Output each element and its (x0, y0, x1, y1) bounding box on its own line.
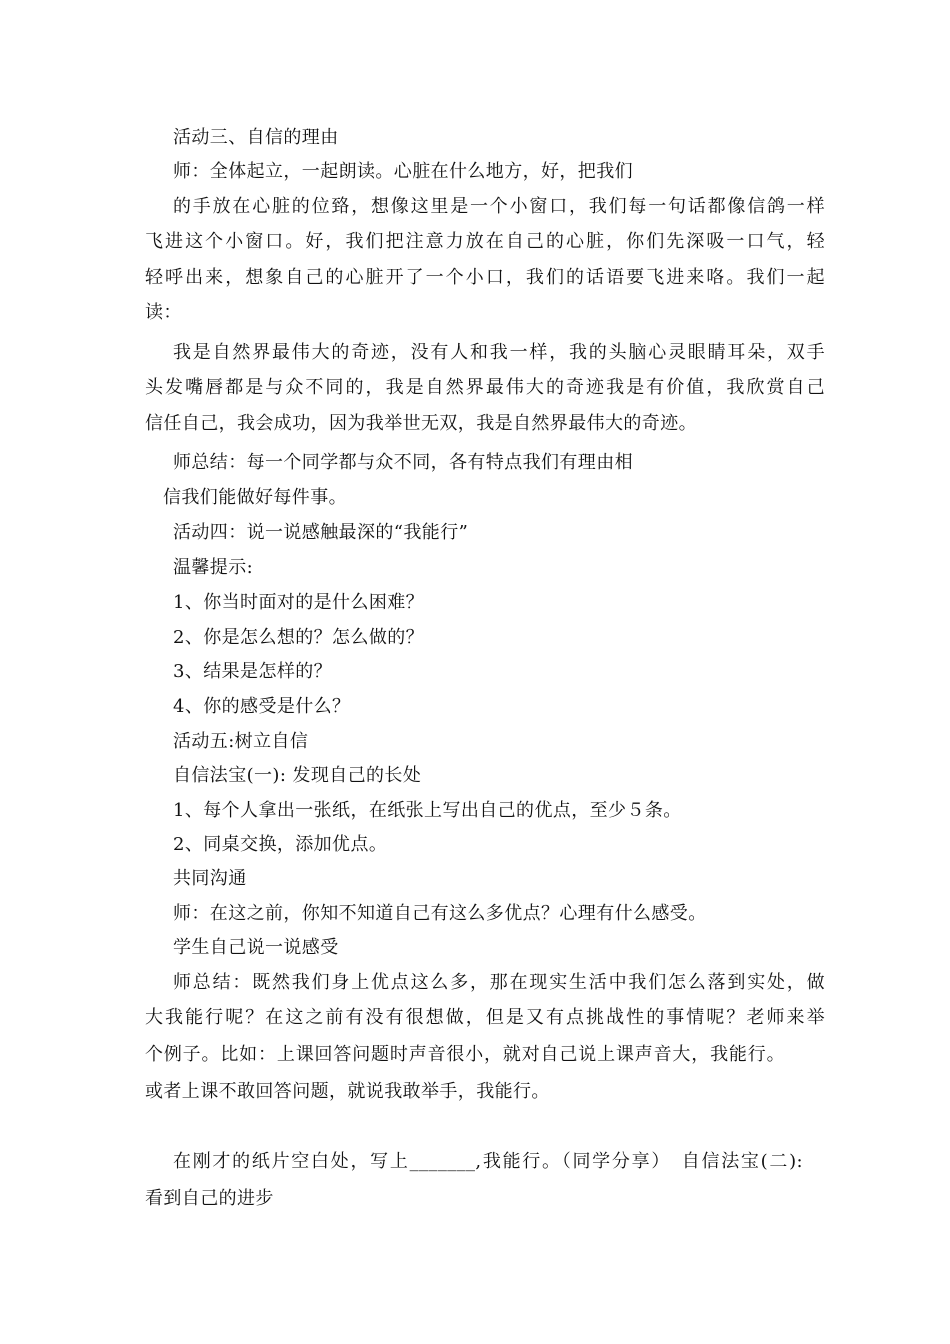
paragraph-line: 师：全体起立，一起朗读。心脏在什么地方，好，把我们 (173, 161, 633, 182)
list-item: 2、你是怎么想的？怎么做的？ (173, 627, 425, 648)
subheading: 共同沟通 (173, 868, 247, 889)
paragraph-line: 信我们能做好每件事。 (163, 487, 347, 508)
paragraph-line: 看到自己的进步 (145, 1188, 274, 1209)
list-item: 2、同桌交换，添加优点。 (173, 834, 388, 855)
paragraph-line: 的手放在心脏的位臵，想像这里是一个小窗口，我们每一句话都像信鸽一样 (173, 196, 825, 217)
paragraph-line: 信任自己，我会成功，因为我举世无双，我是自然界最伟大的奇迹。 (145, 413, 697, 434)
paragraph-line: 或者上课不敢回答问题，就说我敢举手，我能行。 (145, 1081, 550, 1102)
paragraph-line: 读： (145, 302, 182, 323)
heading-activity-4: 活动四：说一说感触最深的“我能行” (173, 522, 469, 543)
list-item: 1、你当时面对的是什么困难？ (173, 592, 425, 613)
list-item: 3、结果是怎样的？ (173, 661, 333, 682)
subheading: 自信法宝(一): 发现自己的长处 (173, 765, 422, 786)
paragraph-line: 师：在这之前，你知不知道自己有这么多优点？心理有什么感受。 (173, 903, 707, 924)
list-item: 4、你的感受是什么？ (173, 696, 351, 717)
paragraph-line: 个例子。比如：上课回答问题时声音很小，就对自己说上课声音大，我能行。 (145, 1044, 785, 1065)
heading-activity-5: 活动五:树立自信 (173, 731, 309, 752)
paragraph-line: 师总结：每一个同学都与众不同，各有特点我们有理由相 (173, 452, 633, 473)
paragraph-line: 轻呼出来，想象自己的心脏开了一个小口，我们的话语要飞进来咯。我们一起 (145, 267, 825, 288)
list-item: 1、每个人拿出一张纸，在纸张上写出自己的优点，至少５条。 (173, 800, 682, 821)
tip-heading: 温馨提示: (173, 557, 254, 578)
paragraph-line: 头发嘴唇都是与众不同的，我是自然界最伟大的奇迹我是有价值，我欣赏自己 (145, 377, 825, 398)
paragraph-line: 在刚才的纸片空白处，写上_______,我能行。（同学分享） 自信法宝(二): (173, 1151, 803, 1172)
paragraph-line: 飞进这个小窗口。好，我们把注意力放在自己的心脏，你们先深吸一口气，轻 (145, 231, 825, 252)
heading-activity-3: 活动三、自信的理由 (173, 127, 339, 148)
paragraph-line: 我是自然界最伟大的奇迹，没有人和我一样，我的头脑心灵眼睛耳朵，双手 (173, 342, 825, 363)
paragraph-line: 师总结：既然我们身上优点这么多，那在现实生活中我们怎么落到实处，做 (173, 972, 825, 993)
paragraph-line: 学生自己说一说感受 (173, 937, 339, 958)
paragraph-line: 大我能行呢？在这之前有没有很想做，但是又有点挑战性的事情呢？老师来举 (145, 1007, 825, 1028)
